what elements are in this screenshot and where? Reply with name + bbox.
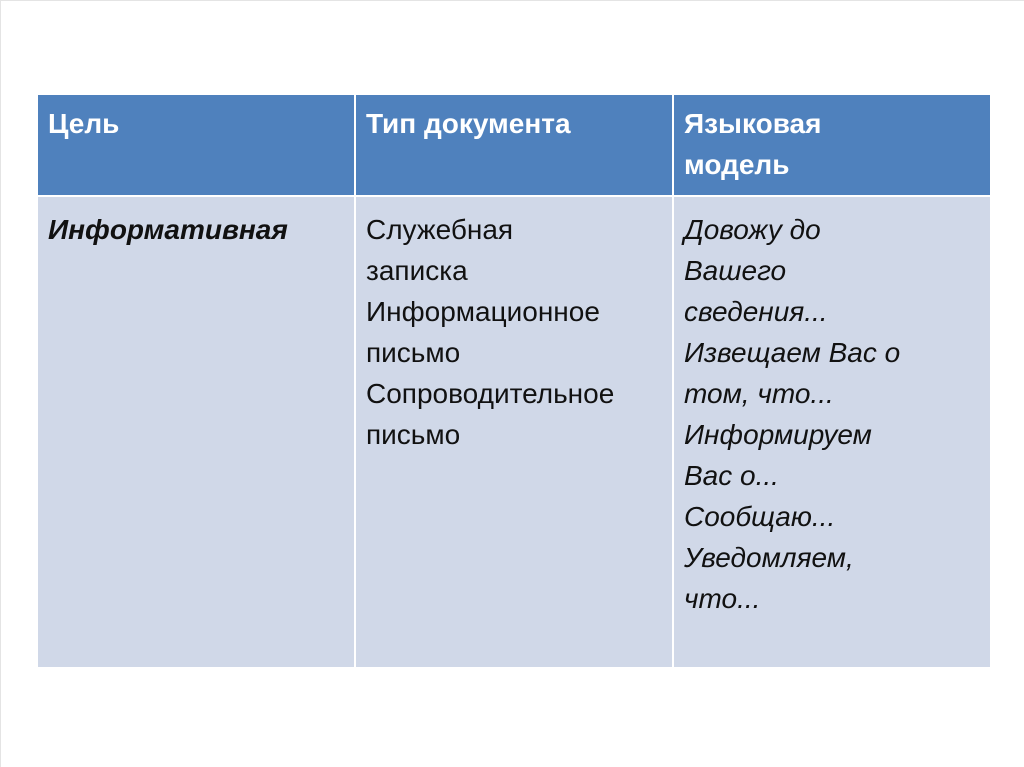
language-model-line: Вас о... (684, 460, 779, 491)
table-header-row (37, 94, 991, 196)
header-document-type: Тип документа (355, 94, 673, 196)
header-goal: Цель (37, 94, 355, 196)
table-row (37, 196, 991, 668)
language-model-line: Информируем (684, 419, 872, 450)
header-language-model-line-1: Языковая (684, 108, 822, 139)
language-model-line: Уведомляем, (684, 542, 854, 573)
header-language-model-line-2: модель (684, 149, 790, 180)
document-table-container (36, 93, 990, 669)
language-model-line: Извещаем Вас о (684, 337, 901, 368)
document-type-line: письмо (366, 337, 461, 368)
language-model-line: Довожу до (684, 214, 821, 245)
document-type-line: Информационное (366, 296, 600, 327)
header-language-model (673, 94, 991, 196)
document-table (36, 93, 992, 669)
language-model-line: том, что... (684, 378, 834, 409)
document-type-line: записка (366, 255, 468, 286)
cell-goal: Информативная (37, 196, 355, 668)
cell-language-model (673, 196, 991, 668)
cell-document-types (355, 196, 673, 668)
document-type-line: письмо (366, 419, 461, 450)
language-model-line: что... (684, 583, 761, 614)
language-model-line: сведения... (684, 296, 828, 327)
document-type-line: Служебная (366, 214, 514, 245)
language-model-line: Сообщаю... (684, 501, 836, 532)
language-model-line: Вашего (684, 255, 787, 286)
document-type-line: Сопроводительное (366, 378, 615, 409)
